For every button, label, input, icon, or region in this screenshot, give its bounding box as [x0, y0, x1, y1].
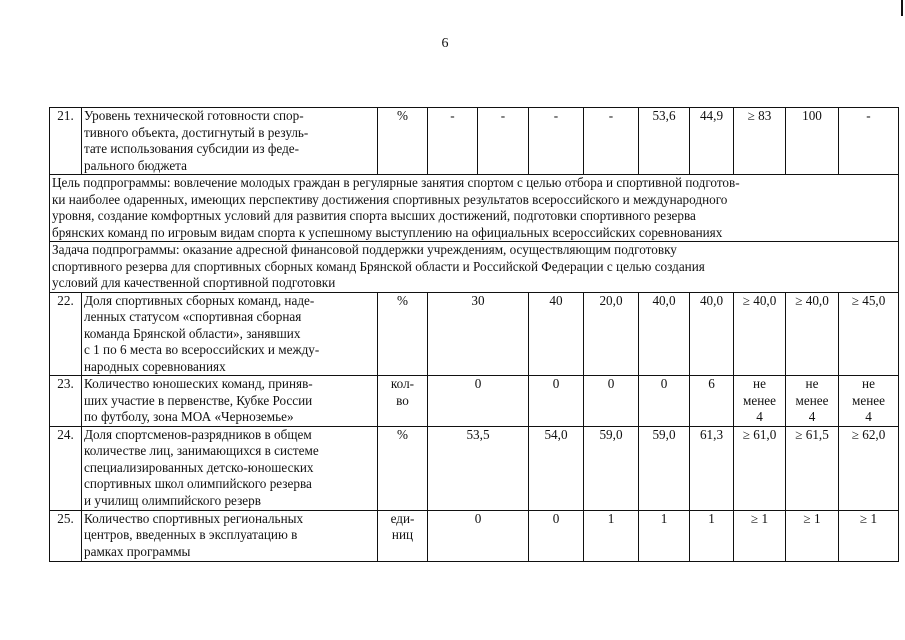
value-cell: 0	[428, 510, 529, 561]
value-cell: 40,0	[690, 292, 734, 376]
value-cell: -	[478, 108, 529, 175]
value-cell: 61,3	[690, 426, 734, 510]
value-cell: 20,0	[584, 292, 639, 376]
goal-row	[50, 175, 899, 242]
row-number: 21.	[50, 108, 82, 175]
goal-line: брянских команд по игровым видам спорта к успешному выступлению на официальных всероссийских соревнованиях	[52, 224, 723, 240]
subprogram-goal	[50, 175, 899, 242]
scan-edge-mark	[901, 0, 903, 16]
value-cell: 1	[584, 510, 639, 561]
goal-line: ки наиболее одаренных, имеющих перспективу достижения спортивных результатов всероссийского и международного	[52, 191, 728, 207]
value-cell: не менее 4	[734, 376, 786, 427]
indicator-name-line: Количество спортивных региональных	[84, 510, 304, 526]
indicators-table	[49, 107, 899, 562]
indicator-name-line: ших участие в первенстве, Кубке России	[84, 392, 313, 408]
row-number: 25.	[50, 510, 82, 561]
indicator-name-line: по футболу, зона МОА «Черноземье»	[84, 409, 294, 424]
indicator-name	[82, 292, 378, 376]
value-cell: 100	[786, 108, 839, 175]
unit-cell: %	[378, 292, 428, 376]
table-row	[50, 426, 899, 510]
value-cell: -	[584, 108, 639, 175]
value-cell: ≥ 61,5	[786, 426, 839, 510]
task-line: условий для качественной спортивной подготовки	[52, 275, 336, 290]
task-line: Задача подпрограммы: оказание адресной финансовой поддержки учреждениям, осуществляющим подготовку	[52, 242, 677, 257]
unit-cell: кол- во	[378, 376, 428, 427]
value-cell: ≥ 62,0	[839, 426, 899, 510]
table-row	[50, 376, 899, 427]
indicator-name-line: Количество юношеских команд, приняв-	[84, 376, 313, 391]
value-cell: 0	[639, 376, 690, 427]
value-cell: ≥ 1	[839, 510, 899, 561]
value-cell: не менее 4	[839, 376, 899, 427]
value-cell: ≥ 45,0	[839, 292, 899, 376]
value-cell: 59,0	[584, 426, 639, 510]
unit-cell: %	[378, 108, 428, 175]
indicator-name-line: народных соревнованиях	[84, 358, 226, 374]
unit-cell: еди- ниц	[378, 510, 428, 561]
indicator-name-line: Уровень технической готовности спор-	[84, 108, 304, 123]
table-row	[50, 510, 899, 561]
indicator-name	[82, 426, 378, 510]
task-row	[50, 242, 899, 293]
value-cell: ≥ 83	[734, 108, 786, 175]
table-row	[50, 108, 899, 175]
value-cell: 0	[584, 376, 639, 427]
indicator-name-line: и училищ олимпийского резерв	[84, 492, 261, 508]
goal-line: Цель подпрограммы: вовлечение молодых граждан в регулярные занятия спортом с целью отбора и спортивной подготов-	[52, 175, 740, 190]
indicator-name-line: тате использования субсидии из феде-	[84, 141, 300, 156]
indicator-name-line: рамках программы	[84, 543, 191, 559]
indicator-name-line: спортивных школ олимпийского резерва	[84, 476, 312, 491]
value-cell: 30	[428, 292, 529, 376]
indicator-name	[82, 510, 378, 561]
value-cell: 40	[529, 292, 584, 376]
table-row	[50, 292, 899, 376]
indicator-name-line: центров, введенных в эксплуатацию в	[84, 527, 298, 542]
indicator-name-line: количестве лиц, занимающихся в системе	[84, 443, 319, 458]
value-cell: ≥ 1	[734, 510, 786, 561]
value-cell: 53,5	[428, 426, 529, 510]
indicator-name-line: Доля спортивных сборных команд, наде-	[84, 292, 315, 308]
value-cell: ≥ 40,0	[734, 292, 786, 376]
value-cell: 1	[690, 510, 734, 561]
unit-cell: %	[378, 426, 428, 510]
row-number: 23.	[50, 376, 82, 427]
value-cell: 0	[529, 376, 584, 427]
value-cell: ≥ 1	[786, 510, 839, 561]
value-cell: не менее 4	[786, 376, 839, 427]
subprogram-task	[50, 242, 899, 293]
indicator-name	[82, 376, 378, 427]
row-number: 22.	[50, 292, 82, 376]
value-cell: -	[529, 108, 584, 175]
value-cell: 0	[529, 510, 584, 561]
task-line: спортивного резерва для спортивных сборных команд Брянской области и Российской Федерации с целью создания	[52, 258, 705, 274]
value-cell: 44,9	[690, 108, 734, 175]
row-number: 24.	[50, 426, 82, 510]
indicator-name-line: команда Брянской области», занявших	[84, 325, 301, 341]
value-cell: -	[428, 108, 478, 175]
indicator-name-line: специализированных детско-юношеских	[84, 459, 314, 475]
value-cell: -	[839, 108, 899, 175]
indicator-name-line: ленных статусом «спортивная сборная	[84, 309, 302, 324]
value-cell: 53,6	[639, 108, 690, 175]
indicator-name-line: тивного объекта, достигнутый в резуль-	[84, 124, 309, 140]
value-cell: 1	[639, 510, 690, 561]
indicator-name	[82, 108, 378, 175]
value-cell: 0	[428, 376, 529, 427]
value-cell: 40,0	[639, 292, 690, 376]
indicator-name-line: Доля спортсменов-разрядников в общем	[84, 426, 312, 442]
goal-line: уровня, создание комфортных условий для развития спорта высших достижений, подготовки спортивного резерва	[52, 208, 696, 223]
page-number: 6	[441, 36, 449, 51]
value-cell: 59,0	[639, 426, 690, 510]
value-cell: 6	[690, 376, 734, 427]
indicator-name-line: с 1 по 6 места во всероссийских и между-	[84, 342, 320, 357]
value-cell: ≥ 40,0	[786, 292, 839, 376]
indicator-name-line: рального бюджета	[84, 157, 187, 173]
value-cell: 54,0	[529, 426, 584, 510]
value-cell: ≥ 61,0	[734, 426, 786, 510]
